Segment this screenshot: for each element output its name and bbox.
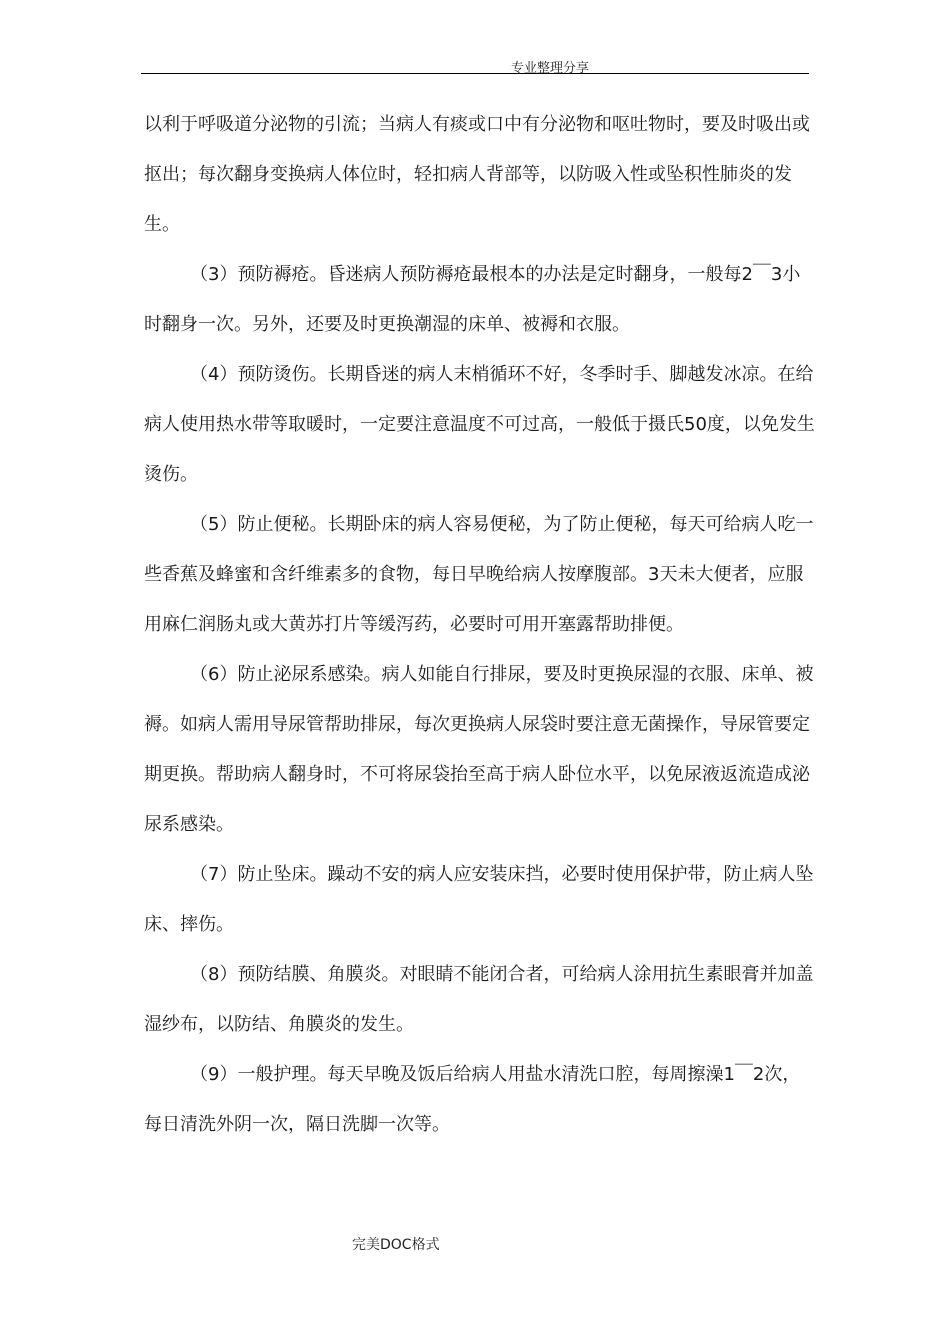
page-footer: 完美DOC格式 (352, 1237, 440, 1253)
document-body (144, 100, 816, 1150)
paragraph-burn-prevention: （4）预防烫伤。长期昏迷的病人末梢循环不好，冬季时手、脚越发冰凉。在给病人使用热水带等取暖时，一定要注意温度不可过高，一般低于摄氏50度，以免发生烫伤。 (144, 364, 815, 485)
paragraph-airway-continued: 以利于呼吸道分泌物的引流；当病人有痰或口中有分泌物和呕吐物时，要及时吸出或抠出；每次翻身变换病人体位时，轻扣病人背部等，以防吸入性或坠积性肺炎的发生。 (144, 114, 810, 235)
page-header-title: 专业整理分享 (510, 61, 589, 76)
paragraph-urinary-infection-prevention: （6）防止泌尿系感染。病人如能自行排尿，要及时更换尿湿的衣服、床单、被褥。如病人需用导尿管帮助排尿，每次更换病人尿袋时要注意无菌操作，导尿管要定期更换。帮助病人翻身时，不可将尿袋抬至高于病人卧位水平，以免尿液返流造成泌尿系感染。 (144, 664, 814, 835)
paragraph-fall-prevention: （7）防止坠床。躁动不安的病人应安装床挡，必要时使用保护带，防止病人坠床、摔伤。 (144, 864, 814, 935)
header-divider (141, 73, 809, 74)
paragraph-constipation-prevention: （5）防止便秘。长期卧床的病人容易便秘，为了防止便秘，每天可给病人吃一些香蕉及蜂蜜和含纤维素多的食物，每日早晚给病人按摩腹部。3天未大便者，应服用麻仁润肠丸或大黄苏打片等缓泻药，必要时可用开塞露帮助排便。 (144, 514, 814, 635)
paragraph-general-care: （9）一般护理。每天早晚及饭后给病人用盐水清洗口腔，每周擦澡1￣2次，每日清洗外阴一次，隔日洗脚一次等。 (144, 1064, 801, 1135)
paragraph-eye-inflammation-prevention: （8）预防结膜、角膜炎。对眼睛不能闭合者，可给病人涂用抗生素眼膏并加盖湿纱布，以防结、角膜炎的发生。 (144, 964, 814, 1035)
paragraph-bedsore-prevention: （3）预防褥疮。昏迷病人预防褥疮最根本的办法是定时翻身，一般每2￣3小时翻身一次。另外，还要及时更换潮湿的床单、被褥和衣服。 (144, 264, 801, 335)
